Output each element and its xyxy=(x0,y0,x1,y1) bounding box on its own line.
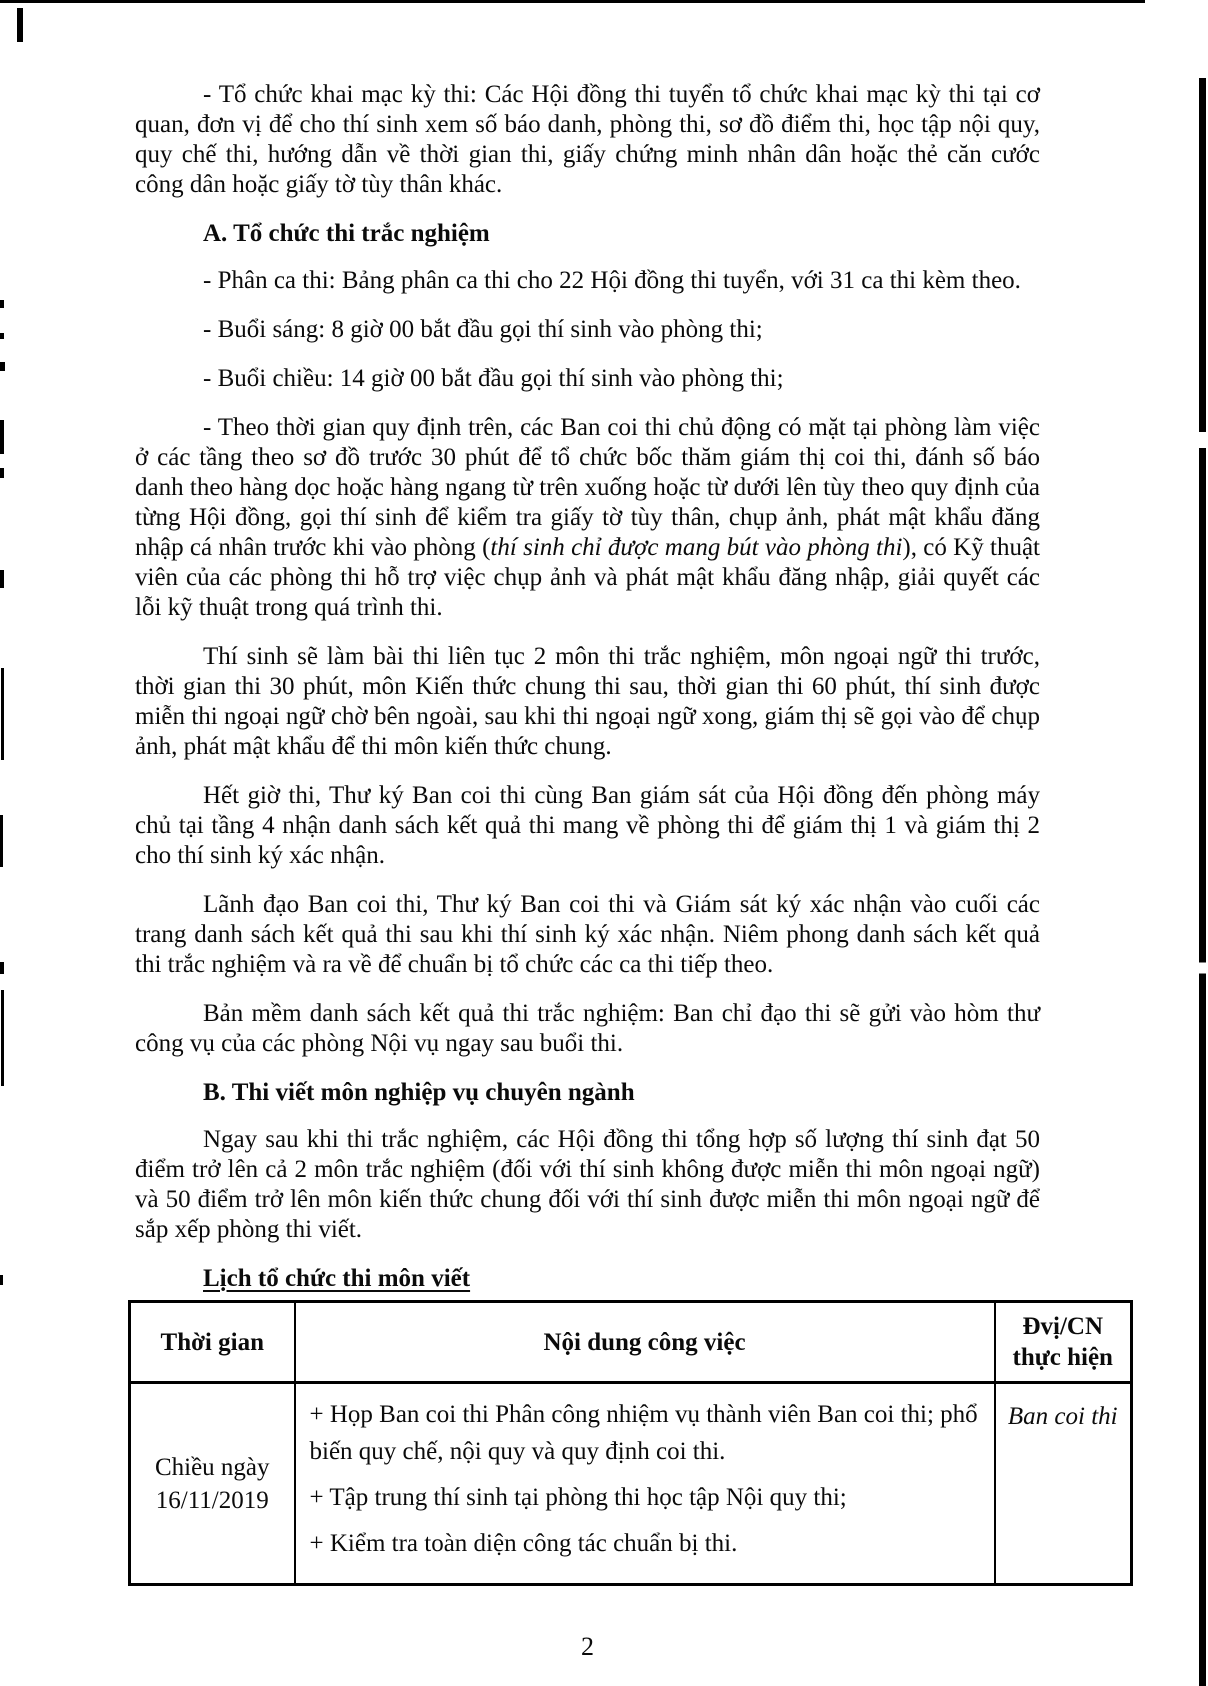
document-body xyxy=(135,80,1118,1662)
cell-time: Chiều ngày 16/11/2019 xyxy=(130,1383,295,1585)
paragraph-het-gio-thi: Hết giờ thi, Thư ký Ban coi thi cùng Ban giám sát của Hội đồng đến phòng máy chủ tại tầng 4 nhận danh sách kết quả thi mang về phòng thi để giám thị 1 và giám thị 2 cho thí sinh ký xác nhận. xyxy=(135,782,1040,869)
task-line: + Tập trung thí sinh tại phòng thi học tập Nội quy thi; xyxy=(309,1484,847,1511)
scan-artifact-right-edge xyxy=(1199,78,1206,1686)
scan-artifact-left-mark xyxy=(0,468,4,478)
schedule-table xyxy=(128,1300,1133,1586)
scan-artifact-left-mark xyxy=(0,420,4,454)
section-heading-b: B. Thi viết môn nghiệp vụ chuyên ngành xyxy=(203,1079,635,1106)
scan-artifact-left-mark xyxy=(0,815,3,867)
paragraph-lanh-dao-ban-coi-thi: Lãnh đạo Ban coi thi, Thư ký Ban coi thi và Giám sát ký xác nhận vào cuối các trang danh sách kết quả thi sau khi thí sinh ký xác nhận. Niêm phong danh sách kết quả thi trắc nghiệm và ra về để chuẩn bị tổ chức các ca thi tiếp theo. xyxy=(135,891,1040,978)
page-number: 2 xyxy=(581,1632,594,1661)
scan-artifact-left-mark xyxy=(0,333,4,339)
paragraph-khai-mac-ky-thi: - Tổ chức khai mạc kỳ thi: Các Hội đồng thi tuyển tổ chức khai mạc kỳ thi tại cơ quan, đơn vị để cho thí sinh xem số báo danh, phòng thi, sơ đồ điểm thi, học tập nội quy, quy chế thi, hướng dẫn về thời gian thi, giấy chứng minh nhân dân hoặc thẻ căn cước công dân hoặc giấy tờ tùy thân khác. xyxy=(135,81,1040,198)
cell-unit: Ban coi thi xyxy=(995,1383,1132,1585)
paragraph-ngay-sau-khi-thi: Ngay sau khi thi trắc nghiệm, các Hội đồng thi tổng hợp số lượng thí sinh đạt 50 điểm trở lên cả 2 môn trắc nghiệm (đối với thí sinh không được miễn thi môn ngoại ngữ) và 50 điểm trở lên môn kiến thức chung đối với thí sinh được miễn thi môn ngoại ngữ để sắp xếp phòng thi viết. xyxy=(135,1126,1040,1243)
paragraph-thi-sinh-lam-bai: Thí sinh sẽ làm bài thi liên tục 2 môn thi trắc nghiệm, môn ngoại ngữ thi trước, thời gian thi 30 phút, môn Kiến thức chung thi sau, thời gian thi 60 phút, thí sinh được miễn thi ngoại ngữ chờ bên ngoài, sau khi thi ngoại ngữ xong, giám thị sẽ gọi vào để chụp ảnh, phát mật khẩu để thi môn kiến thức chung. xyxy=(135,643,1040,760)
task-line: + Họp Ban coi thi Phân công nhiệm vụ thành viên Ban coi thi; phổ biến quy chế, nội quy và quy định coi thi. xyxy=(309,1401,978,1465)
cell-tasks xyxy=(295,1383,995,1585)
scan-artifact-left-mark xyxy=(0,962,4,974)
paragraph-thoi-gian-quy-dinh xyxy=(135,413,1040,623)
header-cell-dvi-cn-thuc-hien: Đvị/CN thực hiện xyxy=(995,1302,1132,1383)
scan-artifact-left-mark xyxy=(1,668,4,760)
paragraph-phan-ca-thi: - Phân ca thi: Bảng phân ca thi cho 22 Hội đồng thi tuyển, với 31 ca thi kèm theo. xyxy=(203,267,1021,294)
table-row xyxy=(130,1383,1132,1585)
section-heading-a: A. Tổ chức thi trắc nghiệm xyxy=(203,220,490,247)
scan-artifact-left-mark xyxy=(0,570,4,588)
paragraph-segment-italic: thí sinh chỉ được mang bút vào phòng thi xyxy=(490,534,903,561)
scan-artifact-left-mark xyxy=(0,362,5,371)
scan-artifact-left-mark xyxy=(0,1275,3,1285)
header-cell-thoi-gian: Thời gian xyxy=(130,1302,295,1383)
table-header-row xyxy=(130,1302,1132,1383)
paragraph-ban-mem-danh-sach: Bản mềm danh sách kết quả thi trắc nghiệm: Ban chỉ đạo thi sẽ gửi vào hòm thư công vụ của các phòng Nội vụ ngay sau buổi thi. xyxy=(135,1000,1040,1057)
scan-artifact-top-edge xyxy=(0,0,1145,3)
paragraph-segment: - Theo thời gian quy định trên, các Ban coi thi chủ động có mặt tại phòng làm việc ở các tầng theo sơ đồ trước 30 phút để tổ chức bốc thăm giám thị coi thi, đánh số báo danh theo hàng dọc hoặc hàng ngang từ trên xuống hoặc từ dưới lên tùy theo quy định của từng Hội đồng, gọi thí sinh để kiểm tra giấy tờ tùy thân, chụp ảnh, phát mật khẩu đăng nhập cá nhân trước khi vào phòng ( xyxy=(135,414,1040,561)
paragraph-buoi-sang: - Buổi sáng: 8 giờ 00 bắt đầu gọi thí sinh vào phòng thi; xyxy=(203,316,763,343)
paragraph-buoi-chieu: - Buổi chiều: 14 giờ 00 bắt đầu gọi thí sinh vào phòng thi; xyxy=(203,365,784,392)
scan-artifact-left-mark xyxy=(17,8,23,42)
header-cell-noi-dung-cong-viec: Nội dung công việc xyxy=(295,1302,995,1383)
table-caption: Lịch tổ chức thi môn viết xyxy=(203,1265,471,1292)
scan-artifact-left-mark xyxy=(1,990,4,1086)
task-line: + Kiểm tra toàn diện công tác chuẩn bị thi. xyxy=(309,1530,738,1557)
scan-artifact-left-mark xyxy=(0,300,4,308)
paragraph-segment: ), có Kỹ thuật viên của các phòng thi hỗ trợ việc chụp ảnh và phát mật khẩu đăng nhập, giải quyết các lỗi kỹ thuật trong quá trình thi. xyxy=(135,534,1041,621)
